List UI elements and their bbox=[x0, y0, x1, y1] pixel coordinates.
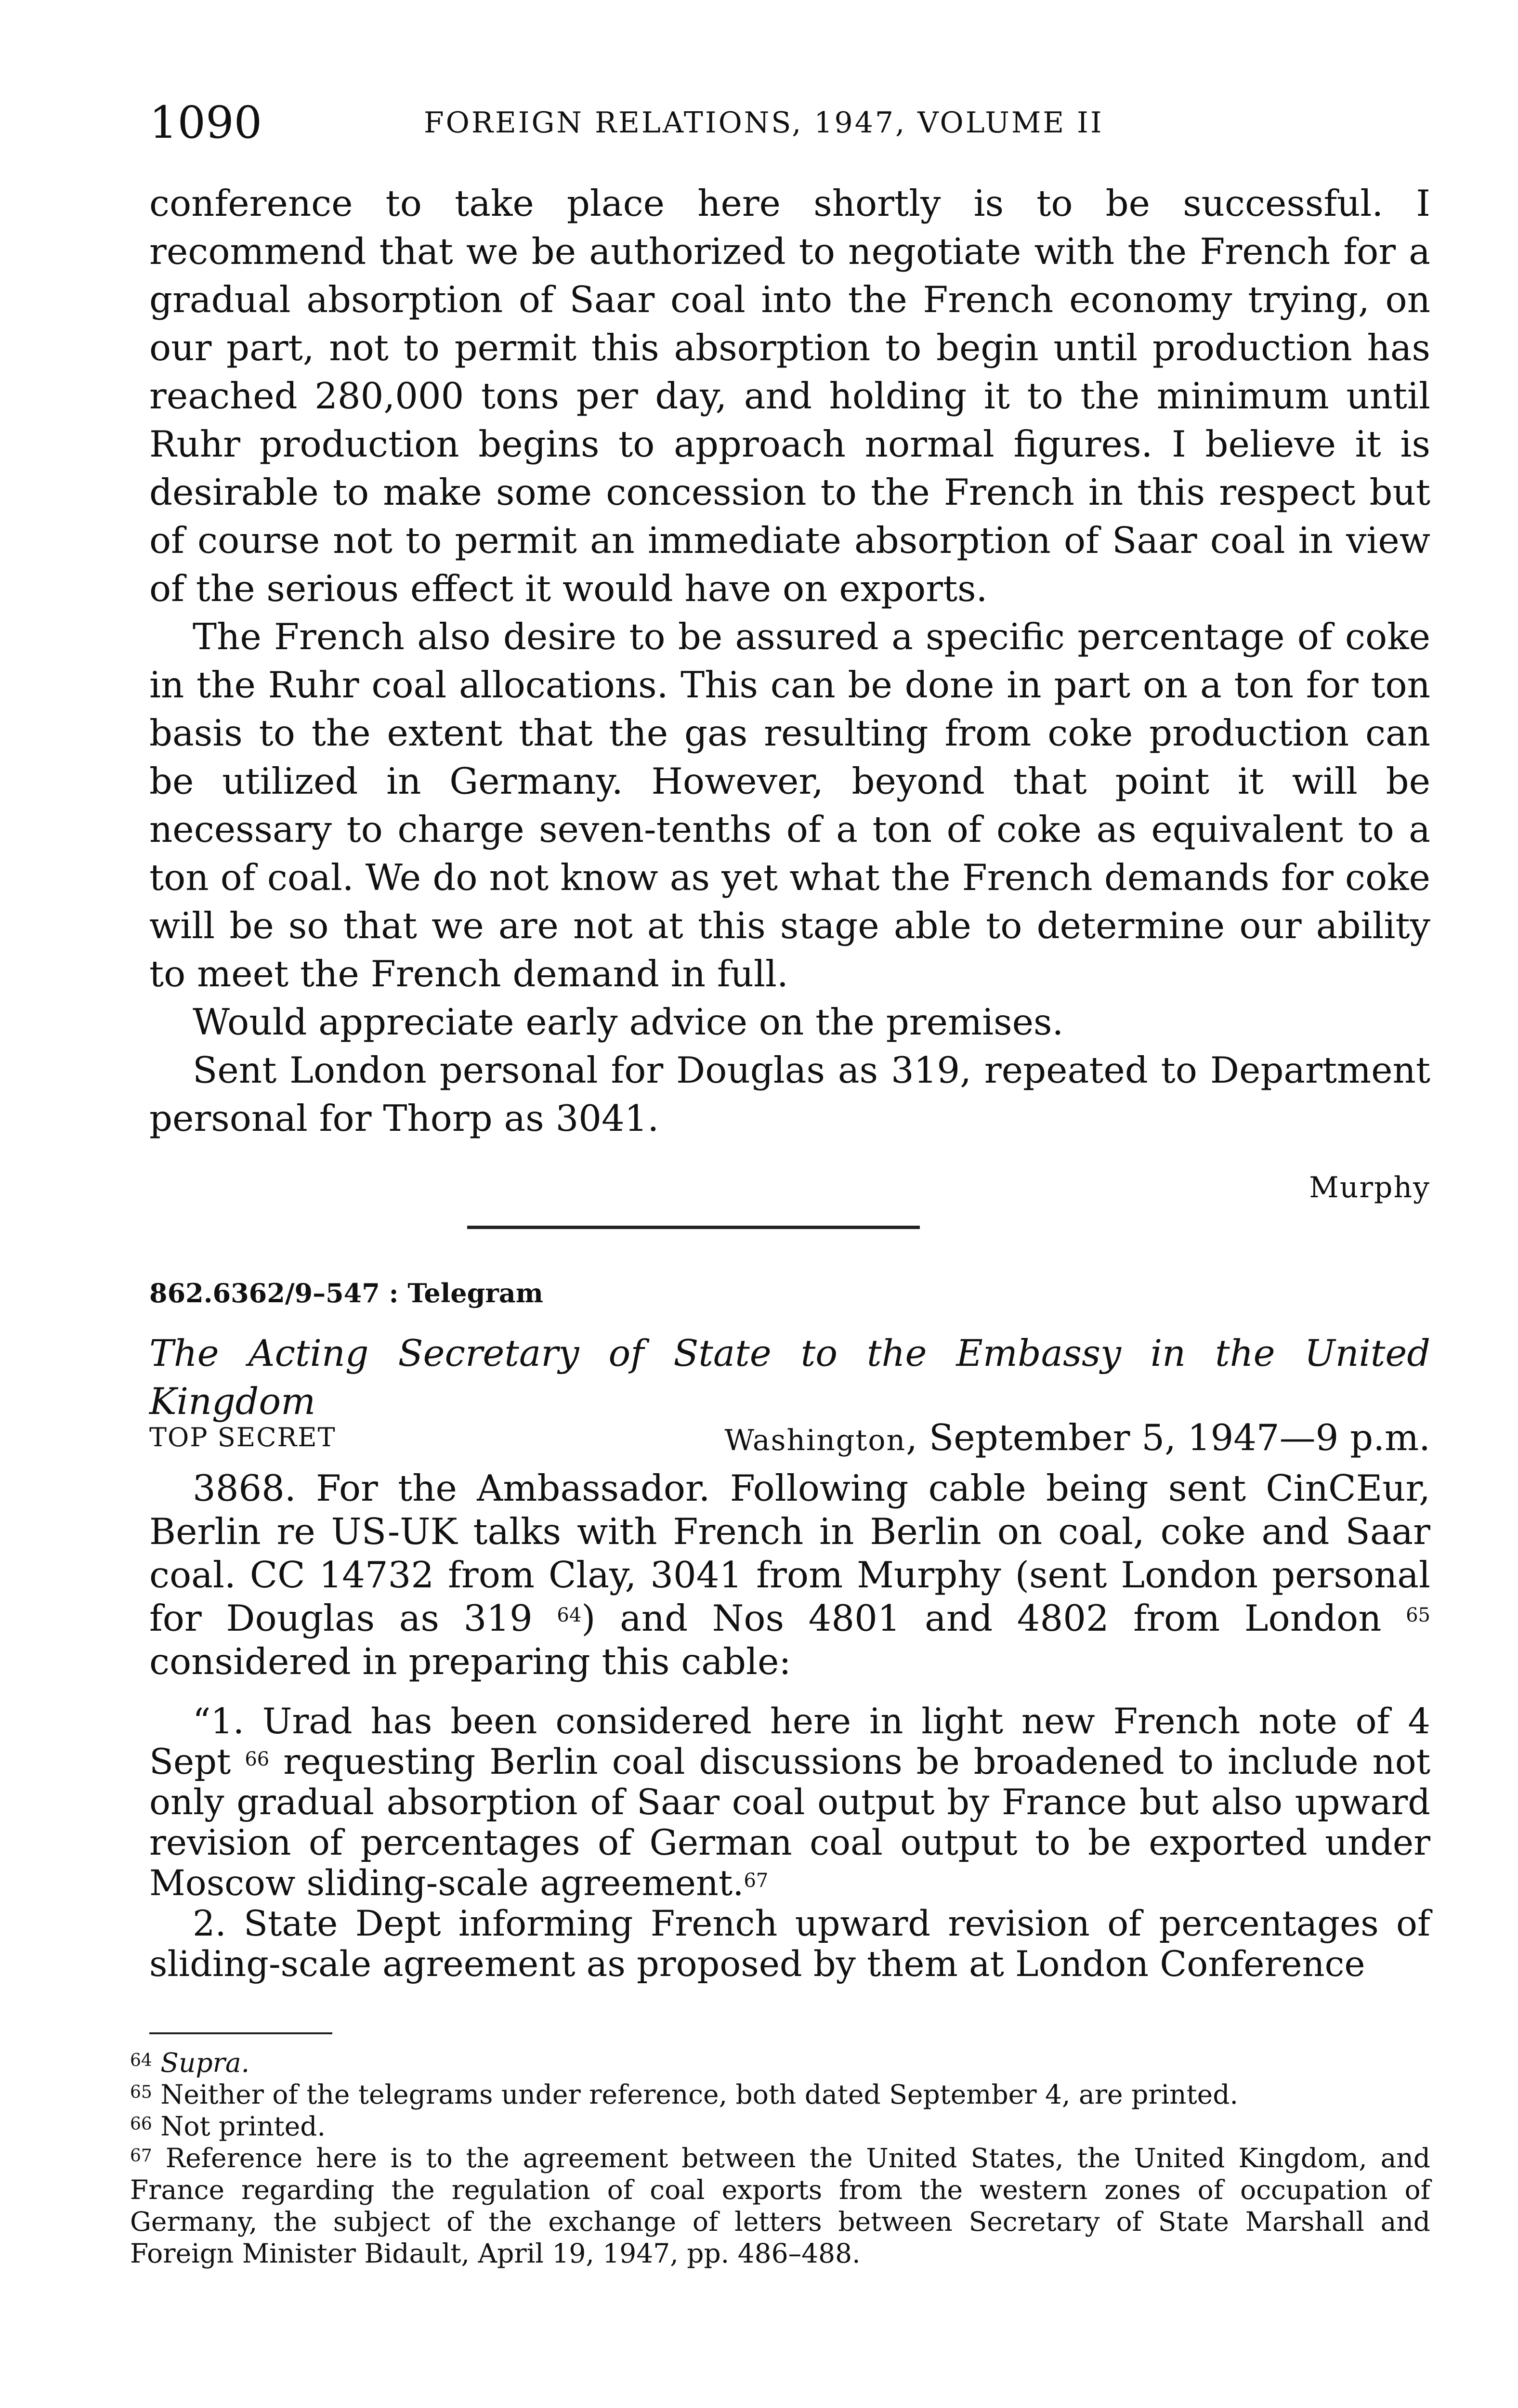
footnote-ref-66: 66 bbox=[245, 1748, 270, 1770]
footnote-ref-67: 67 bbox=[744, 1870, 769, 1892]
footnote-65: $^{65}$ Neither of the telegrams under reference, both dated September 4, are printed. bbox=[130, 2079, 1238, 2110]
paragraph-point-2: 2. State Dept informing French upward revision of percentages of sliding-scale agreement as proposed by them at London Conference bbox=[149, 1903, 1430, 1985]
footnote-67: $^{67}$ Reference here is to the agreement between the United States, the United Kingdom, and France regarding the regulation of coal exports from the western zones of occupation of Germany, the subject of the exchange of letters between Secretary of State Marshall and Foreign Minister Bidault, April 19, 1947, pp. 486–488. bbox=[130, 2143, 1431, 2269]
section-divider bbox=[467, 1226, 920, 1229]
page-number: 1090 bbox=[149, 97, 262, 148]
paragraph-continued: conference to take place here shortly is to be successful. I recommend that we be authorized to negotiate with the French for a gradual absorption of Saar coal into the French economy trying, on our part, not to permit this absorption to begin until production has reached 280,000 tons per day, and holding it to the minimum until Ruhr production begins to approach normal figures. I believe it is desirable to make some concession to the French in this respect but of course not to permit an immediate absorption of Saar coal in view of the serious effect it would have on exports. bbox=[149, 182, 1430, 610]
file-id: 862.6362/9–547 : Telegram bbox=[149, 1278, 543, 1309]
classification: TOP SECRET bbox=[149, 1422, 336, 1453]
paragraph-intro: 3868. For the Ambassador. Following cable being sent CinCEur, Berlin re US-UK talks with French in Berlin on coal, coke and Saar coal. CC 14732 from Clay, 3041 from Murphy (sent London personal for Douglas as 319 $^{64}$) and Nos 4801 and 4802 from London $^{65}$ considered in preparing this cable: bbox=[149, 1467, 1431, 1683]
telegram-body bbox=[149, 1466, 1430, 1985]
page-header bbox=[149, 92, 1430, 154]
paragraph-point-1: “1. Urad has been considered here in light new French note of 4 Sept $^{66}$ requesting Berlin coal discussions be broadened to include not only gradual absorption of Saar coal output by France but also upward revision of percentages of German coal output to be exported under Moscow sliding-scale agreement.$^{67}$ bbox=[149, 1701, 1430, 1904]
paragraph-sent-london: Sent London personal for Douglas as 319, repeated to Department personal for Thorp as 3041. bbox=[149, 1049, 1430, 1139]
footnote-ref-64: 64 bbox=[557, 1604, 582, 1626]
footnote-66: $^{66}$ Not printed. bbox=[130, 2111, 326, 2142]
footnote-ref-65: 65 bbox=[1406, 1604, 1431, 1626]
paragraph-coke: The French also desire to be assured a specific percentage of coke in the Ruhr coal allocations. This can be done in part on a ton for ton basis to the extent that the gas resulting from coke production can be utilized in Germany. However, beyond that point it will be necessary to charge seven-tenths of a ton of coke as equivalent to a ton of coal. We do not know as yet what the French demands for coke will be so that we are not at this stage able to determine our ability to meet the French demand in full. bbox=[149, 615, 1430, 995]
running-head: FOREIGN RELATIONS, 1947, VOLUME II bbox=[424, 106, 1104, 140]
paragraph-advice: Would appreciate early advice on the premises. bbox=[193, 1001, 1064, 1043]
footnote-rule bbox=[149, 2032, 332, 2034]
dateline bbox=[724, 1413, 1430, 1465]
dateline-date: , September 5, 1947—9 p.m. bbox=[906, 1416, 1430, 1459]
document-title: The Acting Secretary of State to the Embassy in the United Kingdom bbox=[149, 1332, 1430, 1423]
dateline-place: Washington bbox=[724, 1424, 906, 1457]
footnotes bbox=[130, 2047, 1430, 2269]
continued-telegram-body bbox=[149, 179, 1430, 1142]
footnote-64: $^{64}$ Supra. bbox=[130, 2047, 250, 2078]
signature: Murphy bbox=[1309, 1171, 1430, 1204]
